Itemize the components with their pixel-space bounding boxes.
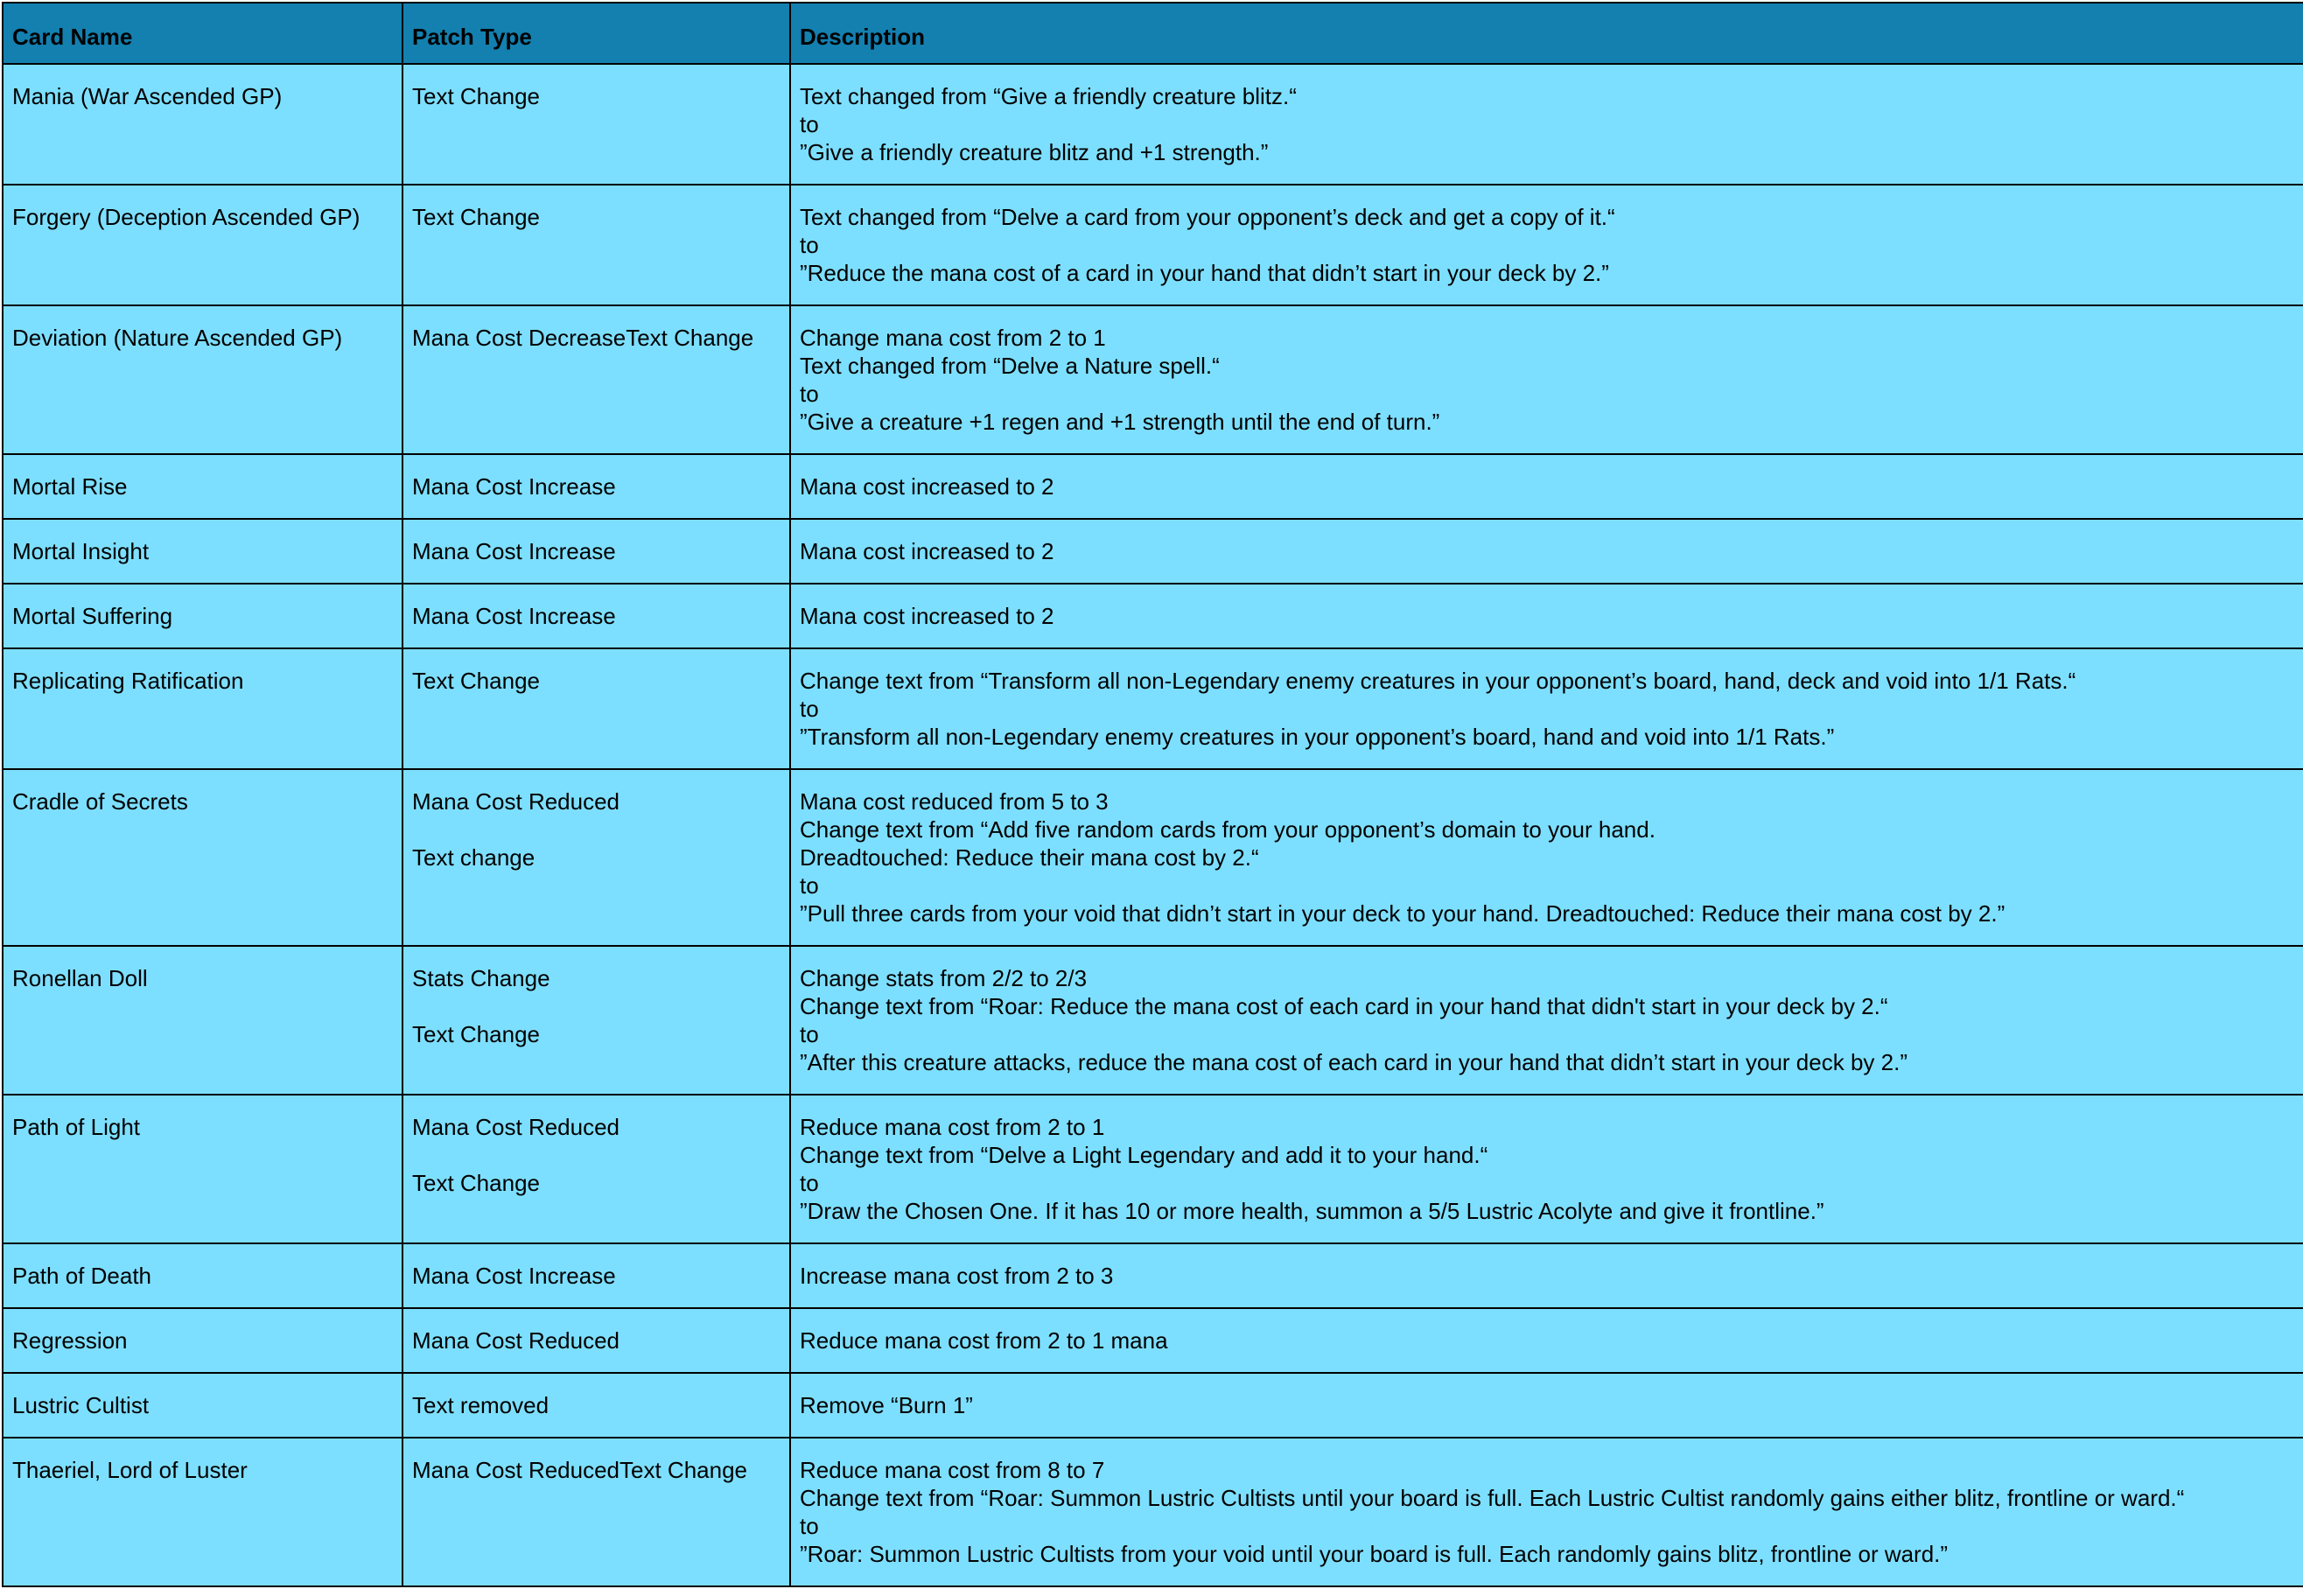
patch-type-line: Text Change xyxy=(412,668,540,694)
description-cell xyxy=(790,1373,2303,1438)
patch-type-line: Mana Cost Reduced xyxy=(412,1327,620,1354)
patch-type-spacer xyxy=(412,1141,780,1169)
card-name-cell: Forgery (Deception Ascended GP) xyxy=(3,185,402,305)
patch-notes-table xyxy=(2,2,2303,1587)
table-row xyxy=(3,64,2303,185)
patch-type-cell xyxy=(402,946,790,1095)
description-cell xyxy=(790,454,2303,519)
table-row xyxy=(3,1095,2303,1243)
patch-type-line: Text change xyxy=(412,844,536,871)
patch-type-cell xyxy=(402,305,790,454)
description-cell xyxy=(790,1308,2303,1373)
table-row xyxy=(3,185,2303,305)
description-cell xyxy=(790,305,2303,454)
description-line: Change text from “Add five random cards from your opponent’s domain to your hand. xyxy=(800,816,1656,843)
card-name-cell: Replicating Ratification xyxy=(3,648,402,769)
description-cell xyxy=(790,64,2303,185)
description-line: ”Give a creature +1 regen and +1 strength until the end of turn.” xyxy=(800,409,1440,435)
description-line: Text changed from “Delve a card from your opponent’s deck and get a copy of it.“ xyxy=(800,204,1615,230)
description-cell xyxy=(790,1438,2303,1586)
patch-type-cell xyxy=(402,648,790,769)
description-cell xyxy=(790,584,2303,648)
patch-type-cell xyxy=(402,584,790,648)
table-row xyxy=(3,305,2303,454)
patch-type-line: Text Change xyxy=(412,204,540,230)
patch-type-cell xyxy=(402,769,790,946)
description-line: to xyxy=(800,381,819,407)
patch-type-line: Mana Cost Increase xyxy=(412,1263,616,1289)
card-name-cell: Path of Light xyxy=(3,1095,402,1243)
patch-type-line: Mana Cost ReducedText Change xyxy=(412,1457,748,1483)
patch-type-cell xyxy=(402,1308,790,1373)
description-line: ”Transform all non-Legendary enemy creatures in your opponent’s board, hand and void into 1/1 Rats.” xyxy=(800,724,1835,750)
card-name-cell: Mortal Rise xyxy=(3,454,402,519)
description-line: ”After this creature attacks, reduce the mana cost of each card in your hand that didn’t start in your deck by 2.” xyxy=(800,1049,1908,1075)
patch-type-cell xyxy=(402,454,790,519)
patch-type-line: Text Change xyxy=(412,1021,540,1047)
patch-type-cell xyxy=(402,1095,790,1243)
description-cell xyxy=(790,519,2303,584)
card-name-cell: Path of Death xyxy=(3,1243,402,1308)
patch-type-spacer xyxy=(412,816,780,844)
patch-type-cell xyxy=(402,1438,790,1586)
table-row xyxy=(3,946,2303,1095)
card-name-cell: Mortal Insight xyxy=(3,519,402,584)
patch-type-line: Mana Cost DecreaseText Change xyxy=(412,325,754,351)
description-line: Reduce mana cost from 2 to 1 xyxy=(800,1114,1105,1140)
patch-type-line: Text removed xyxy=(412,1392,550,1418)
description-line: ”Roar: Summon Lustric Cultists from your void until your board is full. Each randomly gains blitz, frontline or ward.” xyxy=(800,1541,1949,1567)
description-line: to xyxy=(800,1021,819,1047)
description-cell xyxy=(790,946,2303,1095)
description-line: Change mana cost from 2 to 1 xyxy=(800,325,1106,351)
description-line: Change text from “Transform all non-Legendary enemy creatures in your opponent’s board, hand, deck and void into 1/1 Rats.“ xyxy=(800,668,2076,694)
header-card-name: Card Name xyxy=(3,3,402,64)
description-line: ”Pull three cards from your void that didn’t start in your deck to your hand. Dreadtouched: Reduce their mana cost by 2.” xyxy=(800,900,2006,927)
patch-type-cell xyxy=(402,1373,790,1438)
card-name-cell: Cradle of Secrets xyxy=(3,769,402,946)
description-cell xyxy=(790,1243,2303,1308)
description-line: Mana cost increased to 2 xyxy=(800,473,1054,500)
table-row xyxy=(3,584,2303,648)
description-line: Change text from “Roar: Summon Lustric Cultists until your board is full. Each Lustric Cultist randomly gains either blitz, frontline or ward.“ xyxy=(800,1485,2185,1511)
card-name-cell: Deviation (Nature Ascended GP) xyxy=(3,305,402,454)
card-name-cell: Lustric Cultist xyxy=(3,1373,402,1438)
patch-type-line: Text Change xyxy=(412,83,540,109)
card-name-cell: Mania (War Ascended GP) xyxy=(3,64,402,185)
description-cell xyxy=(790,648,2303,769)
header-description: Description xyxy=(790,3,2303,64)
description-line: to xyxy=(800,1170,819,1196)
patch-type-line: Mana Cost Reduced xyxy=(412,1114,620,1140)
description-line: Mana cost increased to 2 xyxy=(800,603,1054,629)
patch-type-cell xyxy=(402,1243,790,1308)
description-line: Text changed from “Delve a Nature spell.“ xyxy=(800,353,1220,379)
card-name-cell: Mortal Suffering xyxy=(3,584,402,648)
description-line: Mana cost reduced from 5 to 3 xyxy=(800,788,1109,815)
patch-type-line: Text Change xyxy=(412,1170,540,1196)
card-name-cell: Ronellan Doll xyxy=(3,946,402,1095)
description-line: ”Give a friendly creature blitz and +1 strength.” xyxy=(800,139,1269,165)
description-cell xyxy=(790,185,2303,305)
description-line: Text changed from “Give a friendly creature blitz.“ xyxy=(800,83,1297,109)
description-line: to xyxy=(800,232,819,258)
table-row xyxy=(3,1373,2303,1438)
description-line: Change text from “Roar: Reduce the mana cost of each card in your hand that didn't start in your deck by 2.“ xyxy=(800,993,1888,1019)
patch-type-cell xyxy=(402,64,790,185)
card-name-cell: Regression xyxy=(3,1308,402,1373)
description-line: ”Draw the Chosen One. If it has 10 or more health, summon a 5/5 Lustric Acolyte and give it frontline.” xyxy=(800,1198,1824,1224)
patch-type-cell xyxy=(402,519,790,584)
patch-type-line: Mana Cost Increase xyxy=(412,603,616,629)
card-name-cell: Thaeriel, Lord of Luster xyxy=(3,1438,402,1586)
patch-type-cell xyxy=(402,185,790,305)
description-line: Mana cost increased to 2 xyxy=(800,538,1054,564)
patch-type-line: Mana Cost Reduced xyxy=(412,788,620,815)
table-row xyxy=(3,769,2303,946)
patch-type-line: Mana Cost Increase xyxy=(412,473,616,500)
patch-type-spacer xyxy=(412,992,780,1020)
description-line: to xyxy=(800,1513,819,1539)
description-cell xyxy=(790,769,2303,946)
description-cell xyxy=(790,1095,2303,1243)
header-row xyxy=(3,3,2303,64)
table-row xyxy=(3,519,2303,584)
table-row xyxy=(3,1438,2303,1586)
description-line: Reduce mana cost from 8 to 7 xyxy=(800,1457,1105,1483)
patch-type-line: Mana Cost Increase xyxy=(412,538,616,564)
description-line: ”Reduce the mana cost of a card in your hand that didn’t start in your deck by 2.” xyxy=(800,260,1609,286)
description-line: Change text from “Delve a Light Legendary and add it to your hand.“ xyxy=(800,1142,1488,1168)
description-line: to xyxy=(800,872,819,899)
table-row xyxy=(3,1308,2303,1373)
description-line: Change stats from 2/2 to 2/3 xyxy=(800,965,1088,991)
description-line: to xyxy=(800,111,819,137)
table-row xyxy=(3,1243,2303,1308)
table-row xyxy=(3,648,2303,769)
table-body xyxy=(3,64,2303,1586)
description-line: Increase mana cost from 2 to 3 xyxy=(800,1263,1114,1289)
description-line: Dreadtouched: Reduce their mana cost by 2.“ xyxy=(800,844,1259,871)
patch-type-line: Stats Change xyxy=(412,965,550,991)
description-line: to xyxy=(800,696,819,722)
table-row xyxy=(3,454,2303,519)
description-line: Remove “Burn 1” xyxy=(800,1392,973,1418)
description-line: Reduce mana cost from 2 to 1 mana xyxy=(800,1327,1168,1354)
header-patch-type: Patch Type xyxy=(402,3,790,64)
